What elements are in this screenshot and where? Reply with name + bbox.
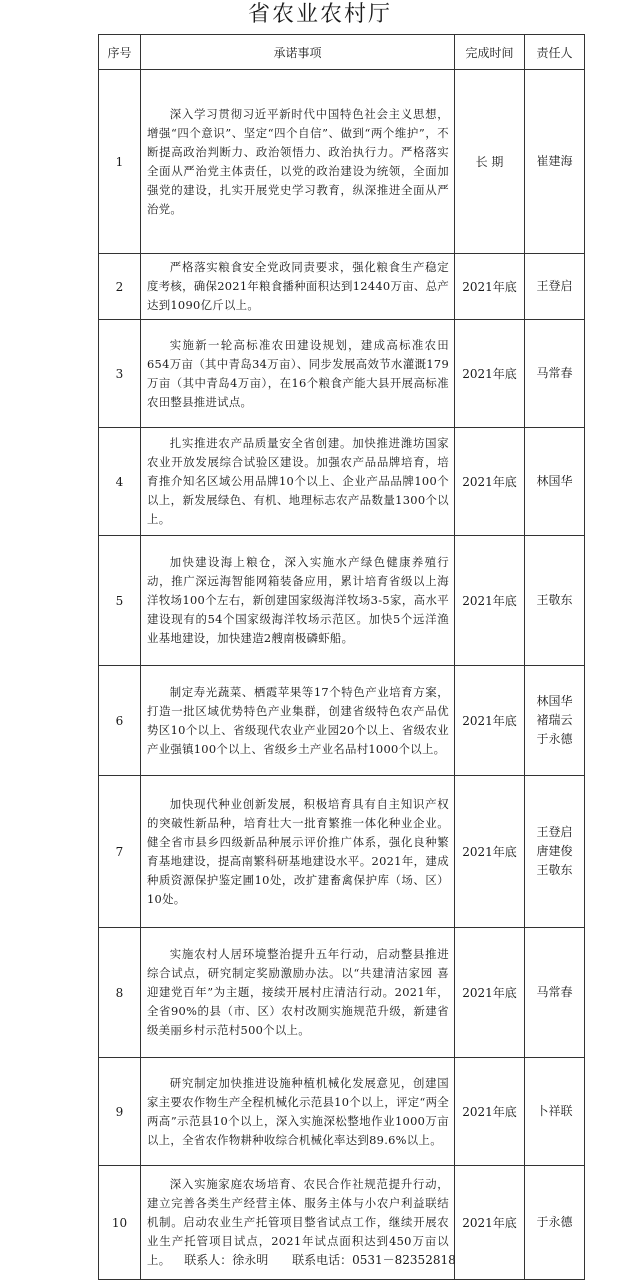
row-commitment: 严格落实粮食安全党政同责要求，强化粮食生产稳定度考核，确保2021年粮食播种面积达到12440万亩、总产达到1090亿斤以上。 — [147, 260, 449, 312]
row-deadline: 2021年底 — [462, 367, 517, 381]
row-commitment: 制定寿光蔬菜、栖霞苹果等17个特色产业培育方案，打造一批区域优势特色产业集群，创建省级特色农产品优势区10个以上、省级现代农业产业园20个以上、省级农业产业强镇100个以上、省级乡土产业名品村1000个以上。 — [147, 684, 449, 756]
row-number: 9 — [115, 1104, 124, 1119]
row-deadline: 2021年底 — [462, 475, 517, 489]
contact-person: 联系人：徐永明 — [184, 1253, 269, 1267]
header-no: 序号 — [99, 35, 141, 70]
table-header-row — [99, 35, 585, 70]
row-commitment: 扎实推进农产品质量安全省创建。加快推进潍坊国家农业开放发展综合试验区建设。加强农产品品牌培育，培育推介知名区域公用品牌10个以上、企业产品品牌100个以上，新发展绿色、有机、地理标志农产品数量1300个以上。 — [147, 436, 449, 526]
commitment-table — [98, 34, 585, 1280]
row-deadline: 2021年底 — [462, 845, 517, 859]
table-row — [99, 928, 585, 1058]
row-owner: 王敬东 — [536, 593, 573, 607]
row-number: 8 — [115, 985, 124, 1000]
row-number: 6 — [115, 713, 124, 728]
row-commitment: 实施农村人居环境整治提升五年行动，启动整县推进综合试点，研究制定奖励激励办法。以“共建清洁家园 喜迎建党百年”为主题，接续开展村庄清洁行动。2021年，全省90%的县（市、区）农村改厕实施规范升级，新建省级美丽乡村示范村500个以上。 — [147, 947, 449, 1037]
table-row — [99, 536, 585, 666]
row-deadline: 2021年底 — [462, 986, 517, 1000]
header-time: 完成时间 — [455, 35, 525, 70]
row-deadline: 2021年底 — [462, 280, 517, 294]
row-commitment: 加快现代种业创新发展，积极培育具有自主知识产权的突破性新品种，培育壮大一批育繁推一体化种业企业。健全省市县乡四级新品种展示评价推广体系，强化良种繁育基地建设，提高南繁科研基地建设水平。2021年，建成种质资源保护鉴定圃10处，改扩建畜禽保护库（场、区）10处。 — [147, 796, 449, 906]
table-row — [99, 1058, 585, 1166]
row-owner: 王登启 — [536, 279, 573, 293]
row-number: 4 — [115, 474, 124, 489]
row-number: 2 — [115, 279, 124, 294]
row-number: 5 — [115, 593, 124, 608]
table-row — [99, 666, 585, 776]
row-owner: 卜祥联 — [536, 1104, 573, 1118]
row-number: 10 — [111, 1215, 128, 1230]
contact-phone: 联系电话：0531－82352818 — [292, 1253, 456, 1267]
row-commitment: 实施新一轮高标准农田建设规划，建成高标准农田654万亩（其中青岛34万亩）、同步发展高效节水灌溉179万亩（其中青岛4万亩），在16个粮食产能大县开展高标准农田整县推进试点。 — [147, 337, 449, 409]
table-row — [99, 70, 585, 254]
row-owner: 于永德 — [536, 1215, 573, 1229]
table-row — [99, 254, 585, 320]
row-number: 7 — [115, 844, 124, 859]
row-owner: 崔建海 — [536, 154, 573, 168]
row-owner: 林国华 褚瑞云 于永德 — [536, 694, 573, 746]
header-item: 承诺事项 — [141, 35, 455, 70]
row-deadline: 2021年底 — [462, 1105, 517, 1119]
row-owner: 马常春 — [536, 985, 573, 999]
row-deadline: 2021年底 — [462, 1216, 517, 1230]
row-commitment: 深入学习贯彻习近平新时代中国特色社会主义思想，增强“四个意识”、坚定“四个自信”、做到“两个维护”，不断提高政治判断力、政治领悟力、政治执行力。严格落实全面从严治党主体责任，以党的政治建设为统领，全面加强党的建设，扎实开展党史学习教育，纵深推进全面从严治党。 — [147, 106, 449, 216]
row-commitment: 深入实施家庭农场培育、农民合作社规范提升行动，建立完善各类生产经营主体、服务主体与小农户利益联结机制。启动农业生产托管项目整省试点工作，继续开展农业生产托管项目试点，2021年试点面积达到450万亩以上。 — [147, 1177, 449, 1267]
table-row — [99, 776, 585, 928]
row-number: 3 — [115, 366, 124, 381]
table-row — [99, 320, 585, 428]
table-row — [99, 428, 585, 536]
contact-info — [0, 1252, 640, 1268]
page-title: 省农业农村厅 — [247, 2, 392, 27]
row-commitment: 加快建设海上粮仓，深入实施水产绿色健康养殖行动，推广深远海智能网箱装备应用，累计培育省级以上海洋牧场100个左右，新创建国家级海洋牧场3-5家，高水平建设现有的54个国家级海洋牧场示范区。加快5个远洋渔业基地建设，加快建造2艘南极磷虾船。 — [147, 555, 449, 645]
row-deadline: 2021年底 — [462, 594, 517, 608]
row-commitment: 研究制定加快推进设施种植机械化发展意见，创建国家主要农作物生产全程机械化示范县10个以上，评定“两全两高”示范县10个以上，深入实施深松整地作业1000万亩以上，全省农作物耕种收综合机械化率达到89.6%以上。 — [147, 1075, 449, 1147]
header-owner: 责任人 — [525, 35, 585, 70]
row-owner: 马常春 — [536, 366, 573, 380]
row-deadline: 2021年底 — [462, 714, 517, 728]
row-deadline: 长 期 — [475, 155, 504, 169]
row-owner: 王登启 唐建俊 王敬东 — [536, 825, 573, 877]
row-number: 1 — [115, 154, 124, 169]
row-owner: 林国华 — [536, 474, 573, 488]
